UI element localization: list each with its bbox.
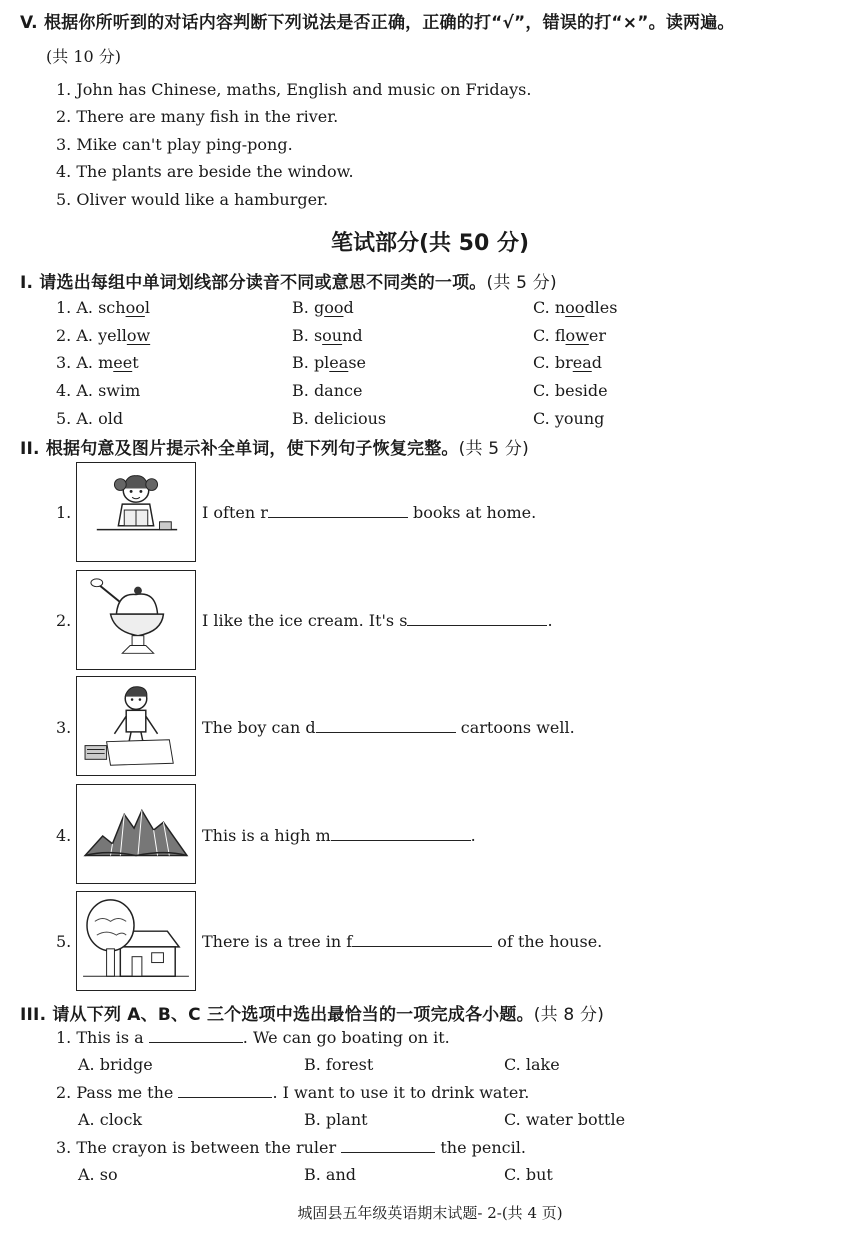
underlined-part: oo [324, 298, 344, 317]
section-ii-points: (共 5 分) [458, 439, 529, 459]
sentence-start: There is a tree in f [202, 932, 353, 951]
word-part: sch [98, 298, 126, 317]
section-iii-points: (共 8 分) [533, 1005, 605, 1025]
sentence-2 [202, 611, 553, 630]
listening-item: 4. The plants are beside the window. [56, 162, 354, 181]
sentence-end: books at home. [407, 503, 537, 522]
boy-drawing-icon [76, 676, 196, 776]
underlined-part: ow [565, 326, 589, 345]
listening-item: 1. John has Chinese, maths, English and music on Fridays. [56, 80, 532, 99]
question-text: 2. Pass me the [56, 1083, 174, 1102]
underlined-part: oo [125, 298, 145, 317]
option-b[interactable] [292, 353, 366, 372]
section-v-title: V. 根据你所听到的对话内容判断下列说法是否正确，正确的打“√”，错误的打“×”。读两遍。 [20, 13, 735, 33]
option-c[interactable]: C. but [504, 1165, 553, 1184]
page-footer: 城固县五年级英语期末试题- 2-(共 4 页) [297, 1204, 563, 1222]
word-part: B. [292, 298, 309, 317]
option-c[interactable] [533, 381, 608, 400]
word-part: B. [292, 381, 309, 400]
word-part: nd [342, 326, 363, 345]
answer-blank[interactable] [341, 1138, 435, 1153]
option-c[interactable]: C. lake [504, 1055, 560, 1074]
question-number: 4. [56, 826, 72, 845]
option-c[interactable] [533, 409, 604, 428]
sentence-end: . [470, 826, 476, 845]
option-a[interactable] [56, 326, 150, 345]
ice-cream-icon [76, 570, 196, 670]
option-a[interactable]: A. bridge [78, 1055, 153, 1074]
option-a[interactable] [56, 409, 123, 428]
underlined-part: ea [329, 353, 349, 372]
section-i-points: (共 5 分) [486, 273, 557, 293]
sentence-start: This is a high m [202, 826, 331, 845]
word-part: pl [313, 353, 330, 372]
answer-blank[interactable] [331, 826, 471, 841]
sentence-end: of the house. [492, 932, 603, 951]
question-text: 3. The crayon is between the ruler [56, 1138, 337, 1157]
answer-blank[interactable] [316, 718, 456, 733]
mcq-question-1 [56, 1028, 450, 1047]
section-i-header [20, 268, 557, 293]
answer-blank[interactable] [178, 1083, 272, 1098]
option-a[interactable] [56, 298, 150, 317]
word-part: 5. A. [56, 409, 93, 428]
sentence-start: I like the ice cream. It's s [202, 611, 408, 630]
option-b[interactable]: B. and [304, 1165, 357, 1184]
word-part: 2. A. [56, 326, 93, 345]
word-part: C. [533, 298, 550, 317]
underlined-part: oo [565, 298, 585, 317]
section-iii-title: III. 请从下列 A、B、C 三个选项中选出最恰当的一项完成各小题。 [20, 1005, 534, 1025]
sentence-end: . [547, 611, 553, 630]
option-a[interactable]: A. clock [78, 1110, 143, 1129]
word-part: B. [292, 326, 309, 345]
option-c[interactable] [533, 326, 606, 345]
word-part: delicious [313, 409, 387, 428]
question-text: 1. This is a [56, 1028, 144, 1047]
word-part: B. [292, 409, 309, 428]
answer-blank[interactable] [407, 611, 547, 626]
section-ii-header [20, 434, 529, 459]
word-part: young [554, 409, 605, 428]
word-part: C. [533, 353, 550, 372]
word-part: t [132, 353, 139, 372]
question-text-end: . I want to use it to drink water. [272, 1083, 530, 1102]
word-part: yell [98, 326, 127, 345]
mcq-question-2 [56, 1083, 529, 1102]
sentence-end: cartoons well. [455, 718, 575, 737]
option-b[interactable] [292, 298, 354, 317]
word-part: 1. A. [56, 298, 93, 317]
word-part: swim [98, 381, 141, 400]
word-part: s [313, 326, 323, 345]
option-c[interactable]: C. water bottle [504, 1110, 626, 1129]
sentence-start: I often r [202, 503, 268, 522]
underlined-part: ea [572, 353, 592, 372]
sentence-5 [202, 932, 602, 951]
answer-blank[interactable] [149, 1028, 243, 1043]
option-a[interactable] [56, 381, 140, 400]
word-part: C. [533, 381, 550, 400]
word-part: m [98, 353, 114, 372]
tree-house-icon [76, 891, 196, 991]
word-part: dles [584, 298, 618, 317]
answer-blank[interactable] [352, 932, 492, 947]
word-part: old [98, 409, 124, 428]
sentence-1 [202, 503, 536, 522]
sentence-start: The boy can d [202, 718, 316, 737]
option-c[interactable] [533, 353, 602, 372]
section-v-header [20, 8, 735, 33]
option-a[interactable]: A. so [78, 1165, 118, 1184]
word-part: d [591, 353, 603, 372]
word-part: 3. A. [56, 353, 93, 372]
question-number: 3. [56, 718, 72, 737]
mcq-question-3 [56, 1138, 526, 1157]
word-part: C. [533, 326, 550, 345]
mountain-icon [76, 784, 196, 884]
question-number: 2. [56, 611, 72, 630]
word-part: g [313, 298, 325, 317]
section-i-title: I. 请选出每组中单词划线部分读音不同或意思不同类的一项。 [20, 273, 487, 293]
listening-item: 2. There are many fish in the river. [56, 107, 339, 126]
word-part: dance [313, 381, 363, 400]
word-part: er [588, 326, 606, 345]
word-part: C. [533, 409, 550, 428]
word-part: B. [292, 353, 309, 372]
option-b[interactable] [292, 326, 363, 345]
answer-blank[interactable] [268, 503, 408, 518]
option-c[interactable] [533, 298, 617, 317]
option-a[interactable] [56, 353, 139, 372]
word-part: n [554, 298, 566, 317]
question-text-end: . We can go boating on it. [242, 1028, 450, 1047]
underlined-part: ow [126, 326, 151, 345]
underlined-part: ou [322, 326, 343, 345]
sentence-4 [202, 826, 476, 845]
question-number: 5. [56, 932, 72, 951]
option-b[interactable]: B. forest [304, 1055, 374, 1074]
question-text-end: the pencil. [435, 1138, 526, 1157]
word-part: 4. A. [56, 381, 93, 400]
underlined-part: ee [113, 353, 133, 372]
question-number: 1. [56, 503, 72, 522]
section-iii-header [20, 1000, 604, 1025]
option-b[interactable] [292, 381, 362, 400]
section-ii-title: II. 根据句意及图片提示补全单词，使下列句子恢复完整。 [20, 439, 459, 459]
word-part: l [144, 298, 150, 317]
listening-item: 5. Oliver would like a hamburger. [56, 190, 329, 209]
written-part-title: 笔试部分(共 50 分) [330, 231, 530, 256]
word-part: fl [554, 326, 566, 345]
girl-reading-icon [76, 462, 196, 562]
word-part: br [554, 353, 573, 372]
sentence-3 [202, 718, 575, 737]
word-part: d [343, 298, 354, 317]
word-part: se [348, 353, 366, 372]
listening-item: 3. Mike can't play ping-pong. [56, 135, 293, 154]
option-b[interactable]: B. plant [304, 1110, 368, 1129]
section-v-points: (共 10 分) [46, 47, 122, 66]
option-b[interactable] [292, 409, 386, 428]
word-part: beside [554, 381, 608, 400]
